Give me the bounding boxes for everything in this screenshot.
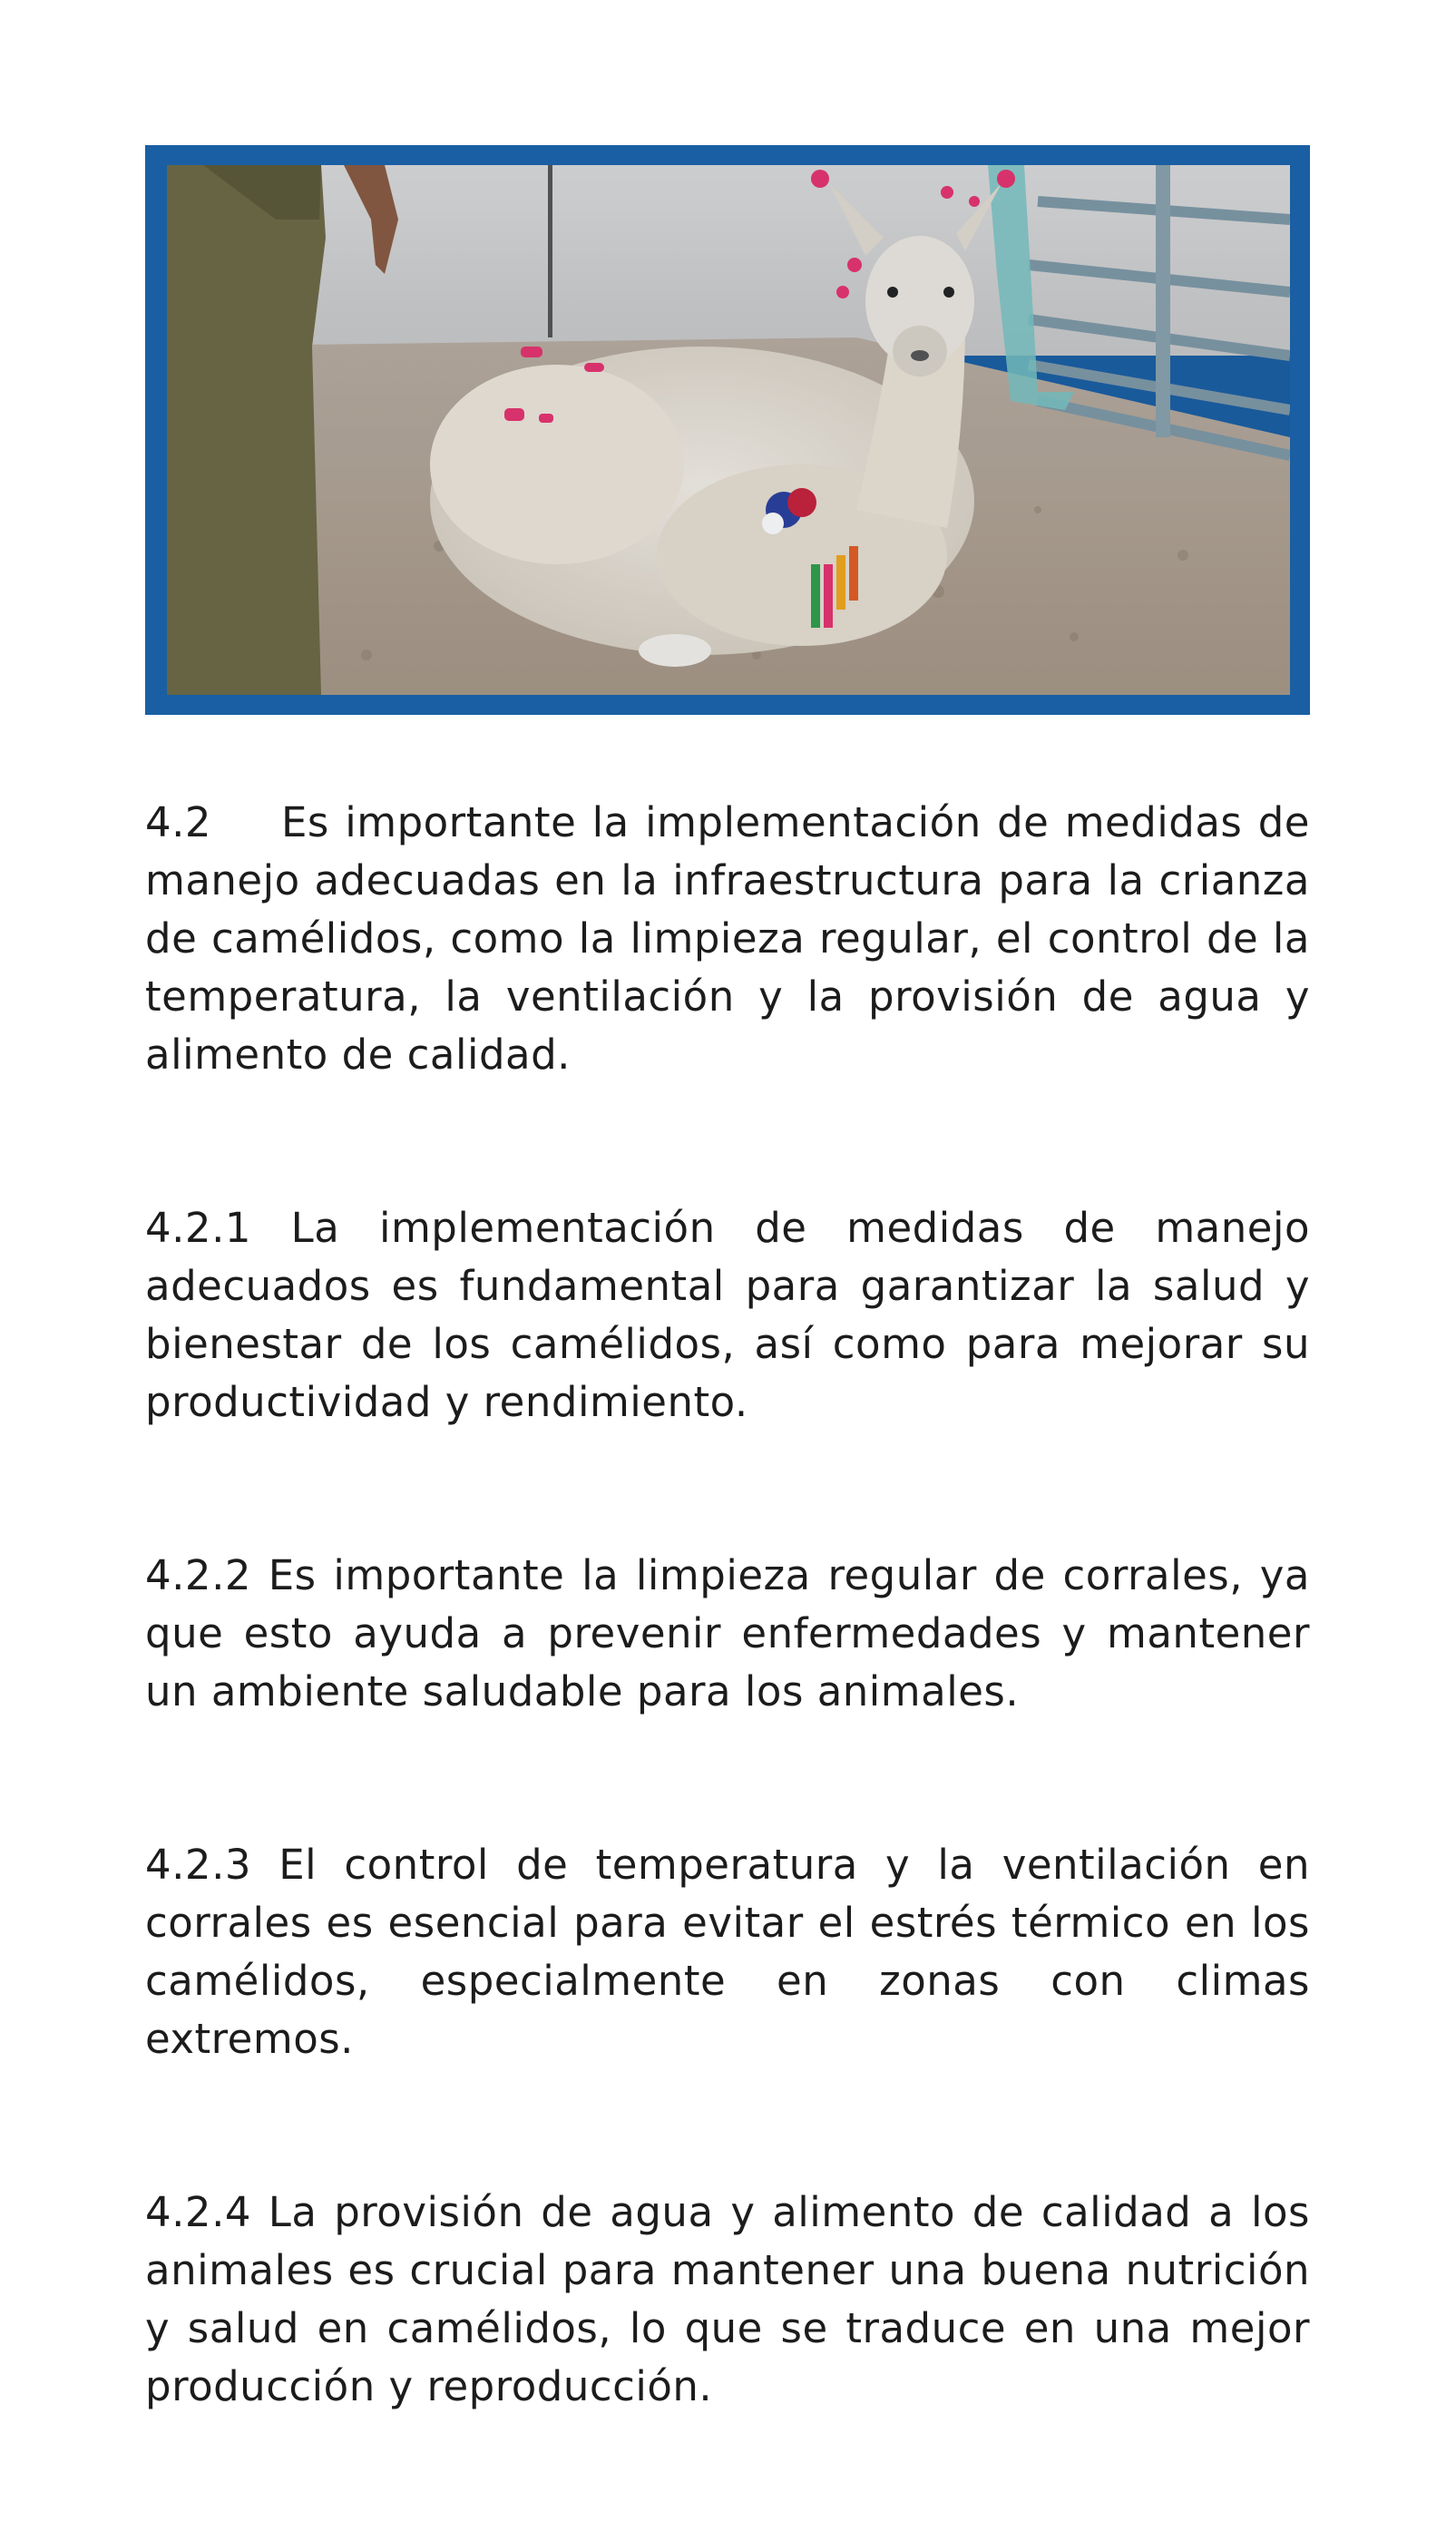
paragraph-text: La provisión de agua y alimento de calidad a los animales es crucial para mantener una buena nutrición y salud en camélidos, lo que se traduce en una mejor producción y reproducción. bbox=[145, 2188, 1310, 2410]
paragraph-4-2-1 bbox=[145, 1199, 1310, 1432]
document-body bbox=[145, 794, 1310, 2531]
paragraph-number: 4.2 bbox=[145, 798, 212, 846]
paragraph-number: 4.2.4 bbox=[145, 2188, 251, 2236]
llama-photo bbox=[167, 165, 1290, 695]
paragraph-4-2-4 bbox=[145, 2184, 1310, 2416]
paragraph-text: La implementación de medidas de manejo adecuados es fundamental para garantizar la salud y bienestar de los camélidos, así como para mejorar su productividad y rendimiento. bbox=[145, 1204, 1311, 1426]
paragraph-text: Es importante la implementación de medidas de manejo adecuadas en la infraestructura para la crianza de camélidos, como la limpieza regular, el control de la temperatura, la ventilación y la provisión de agua y alimento de calidad. bbox=[145, 798, 1310, 1079]
paragraph-number: 4.2.1 bbox=[145, 1204, 251, 1252]
paragraph-text: Es importante la limpieza regular de corrales, ya que esto ayuda a prevenir enfermedades y mantener un ambiente saludable para los animales. bbox=[145, 1551, 1310, 1715]
paragraph-4-2-3 bbox=[145, 1836, 1310, 2068]
paragraph-text: El control de temperatura y la ventilación en corrales es esencial para evitar el estrés térmico en los camélidos, especialmente en zonas con climas extremos. bbox=[145, 1841, 1310, 2063]
paragraph-number: 4.2.3 bbox=[145, 1841, 251, 1889]
paragraph-4-2 bbox=[145, 794, 1310, 1084]
paragraph-4-2-2 bbox=[145, 1547, 1310, 1721]
paragraph-number: 4.2.2 bbox=[145, 1551, 251, 1599]
photo-frame bbox=[145, 145, 1310, 715]
